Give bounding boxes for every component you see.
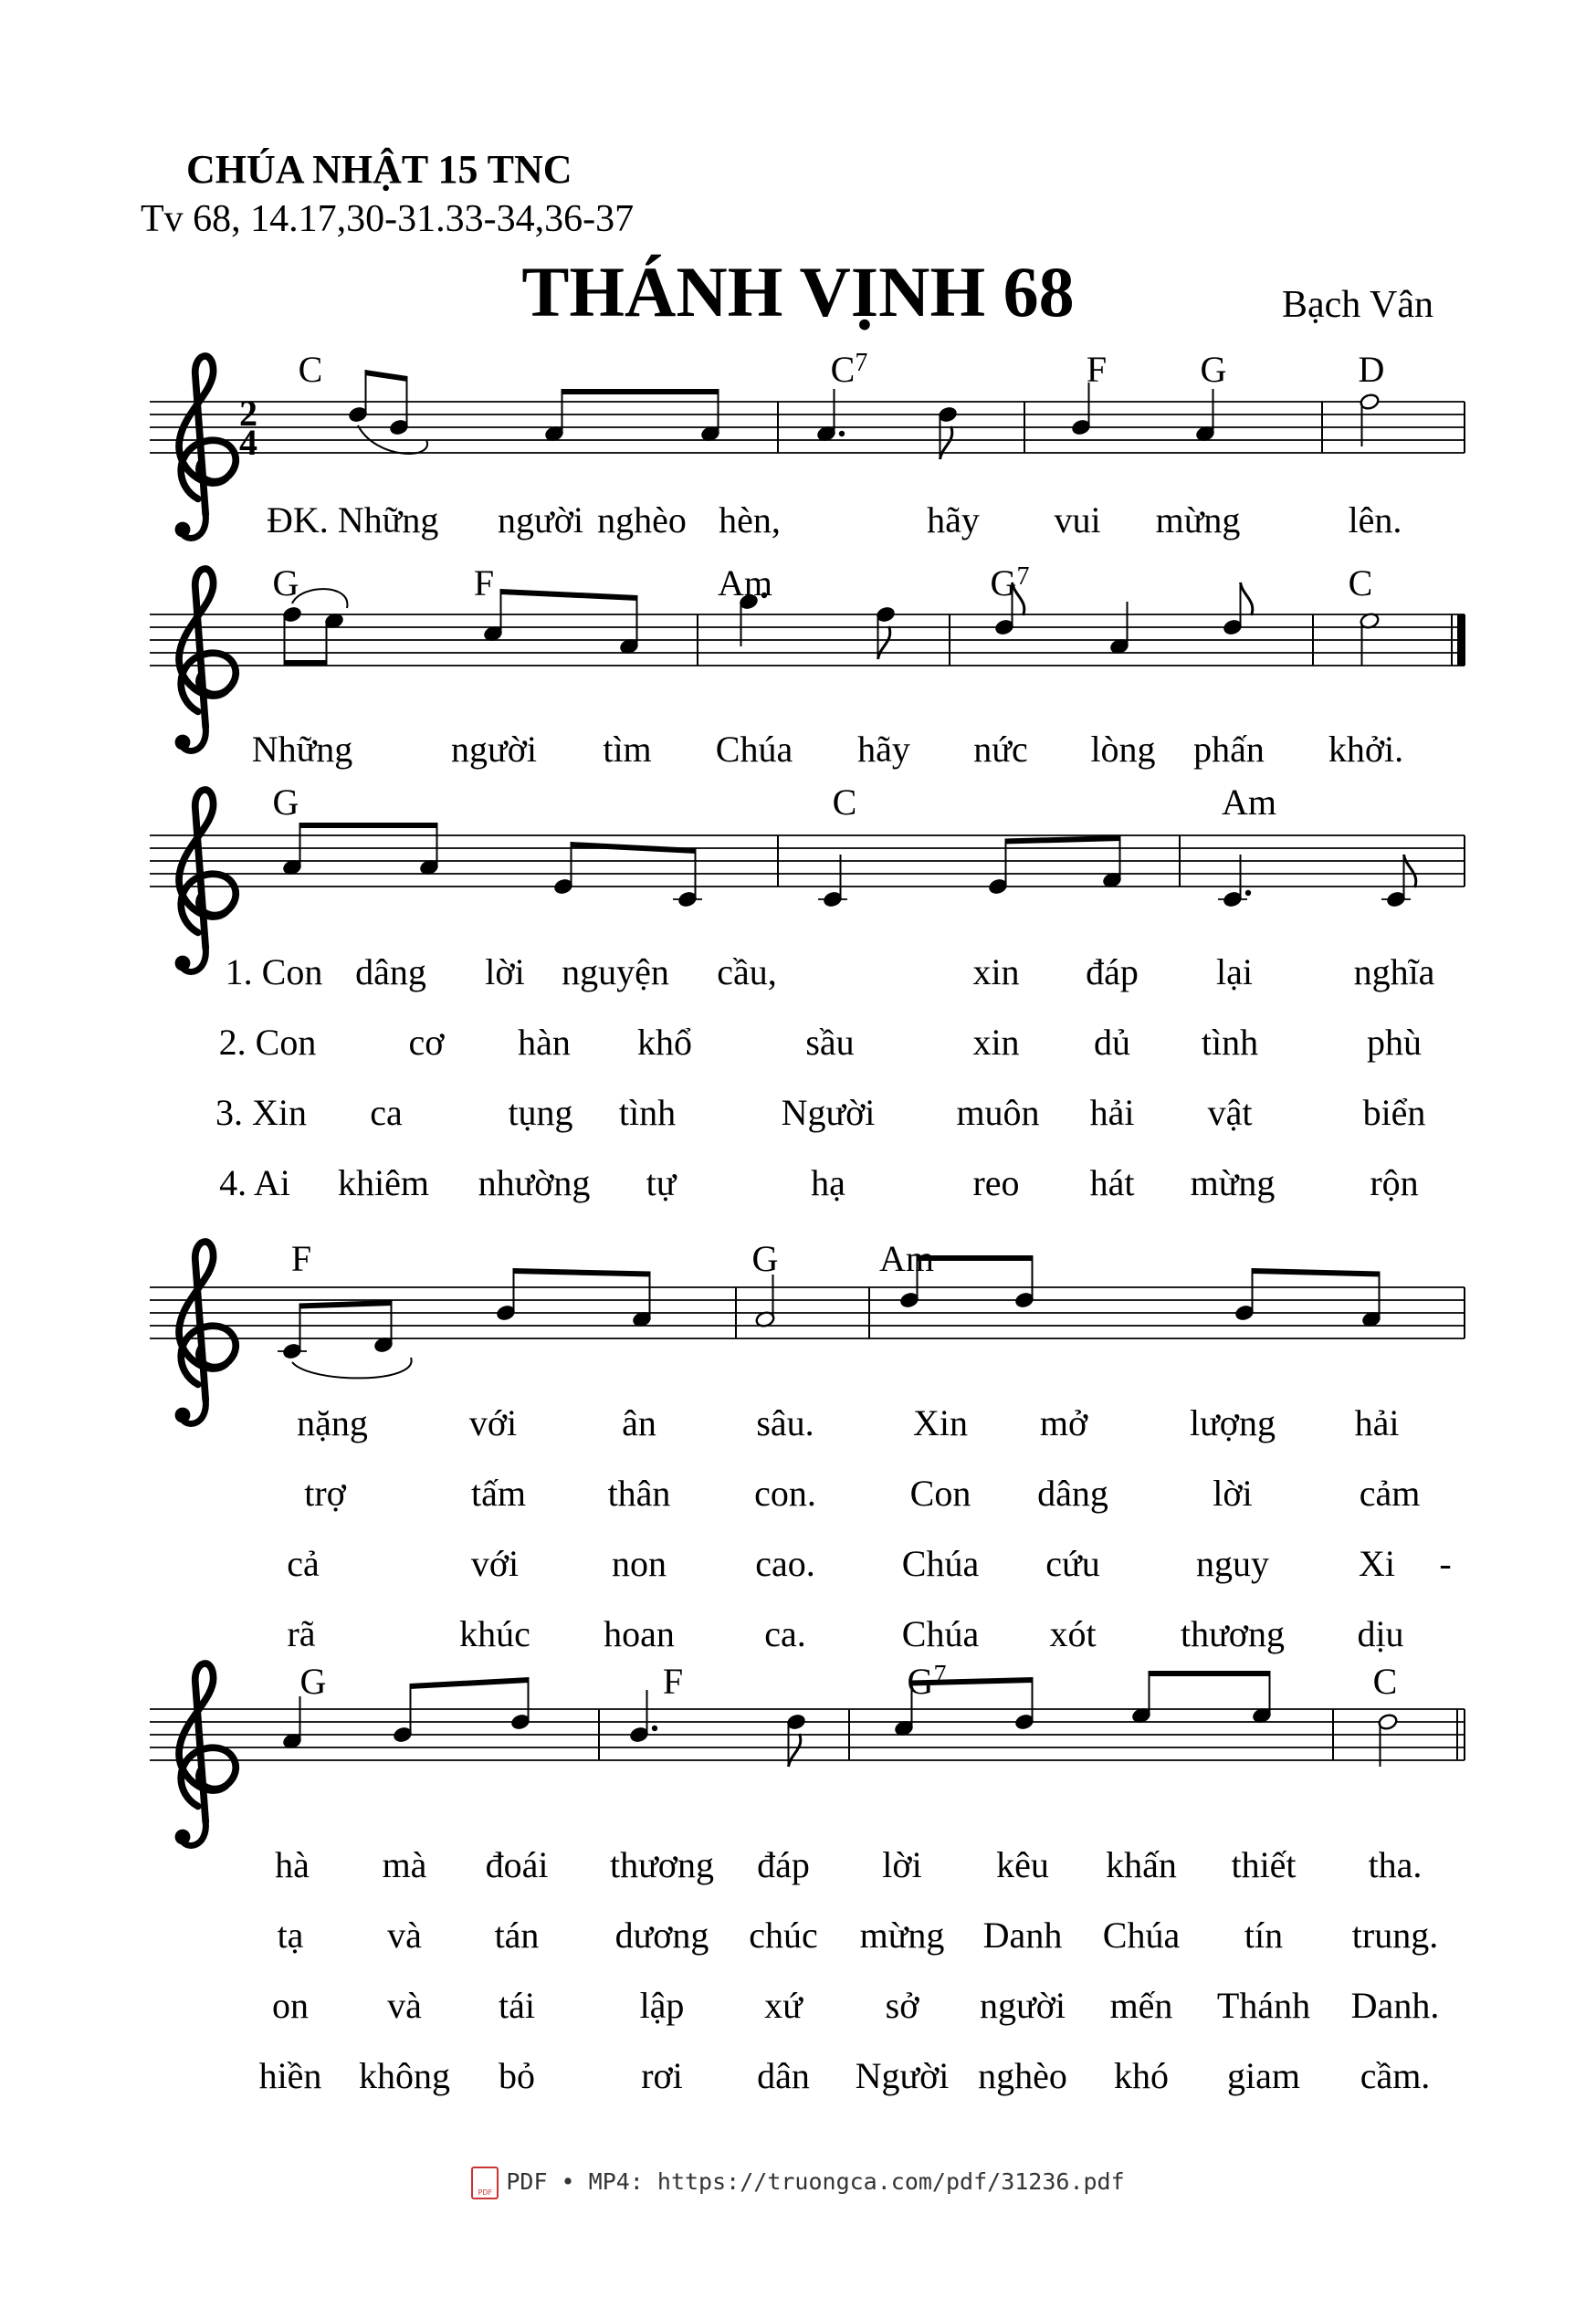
- lyric-syllable: cả: [287, 1543, 320, 1584]
- treble-clef-dot: [175, 1830, 191, 1845]
- chord-symbol: G: [272, 782, 299, 823]
- lyric-syllable: Chúa: [901, 1543, 980, 1584]
- lyric-syllable: thương: [1181, 1613, 1285, 1654]
- lyric-syllable: hà: [275, 1844, 310, 1885]
- lyric-syllable: lên.: [1348, 499, 1402, 540]
- lyric-syllable: hãy: [927, 499, 980, 540]
- treble-clef-stroke: [179, 790, 236, 948]
- composer-name: Bạch Vân: [1282, 284, 1434, 326]
- lyric-syllable: người: [980, 1985, 1066, 2026]
- lyric-syllable: ca.: [764, 1613, 806, 1654]
- lyric-syllable: lời: [485, 951, 525, 992]
- treble-clef-stroke: [179, 1242, 236, 1400]
- treble-clef-dot: [175, 522, 191, 538]
- chord-symbol: $G^7$: [990, 562, 1030, 603]
- lyric-syllable: Danh: [982, 1915, 1063, 1956]
- lyric-syllable: hải: [1354, 1402, 1400, 1443]
- slur: [292, 1358, 412, 1378]
- lyric-syllable: cầu,: [717, 951, 777, 992]
- lyric-syllable: trung.: [1351, 1915, 1439, 1956]
- lyric-syllable: với: [470, 1543, 520, 1584]
- note-beam: [500, 589, 638, 601]
- lyric-syllable: khấn: [1106, 1844, 1177, 1885]
- note-flag: [789, 1734, 801, 1767]
- lyric-syllable: lập: [639, 1985, 685, 2026]
- lyric-syllable: mà: [382, 1844, 427, 1885]
- lyric-syllable: đáp: [757, 1844, 810, 1885]
- lyric-syllable: phù: [1367, 1022, 1422, 1063]
- lyric-syllable: nghĩa: [1353, 951, 1435, 992]
- lyric-syllable: hát: [1089, 1162, 1135, 1203]
- lyric-syllable: với: [468, 1402, 518, 1443]
- lyric-syllable: người: [498, 499, 583, 540]
- treble-clef-icon: [175, 1242, 236, 1423]
- lyric-syllable: dủ: [1094, 1022, 1130, 1063]
- lyric-syllable: biển: [1362, 1092, 1426, 1133]
- lyric-syllable: thiết: [1231, 1844, 1297, 1885]
- footer-link[interactable]: [0, 2167, 1596, 2199]
- chord-symbol: F: [662, 1661, 684, 1702]
- lyric-syllable: 4. Ai: [219, 1162, 290, 1203]
- lyric-syllable: hiền: [258, 2055, 322, 2096]
- pdf-file-icon: [471, 2167, 499, 2199]
- lyric-syllable: tạ: [277, 1915, 304, 1956]
- lyric-syllable: khởi.: [1328, 729, 1404, 770]
- note-flag: [940, 426, 952, 459]
- note-beam: [513, 1268, 651, 1277]
- lyric-syllable: tha.: [1368, 1844, 1423, 1885]
- lyric-syllable: dương: [614, 1915, 709, 1956]
- lyric-syllable: và: [387, 1915, 422, 1956]
- lyric-syllable: nức: [973, 729, 1028, 770]
- footer-text[interactable]: PDF • MP4: https://truongca.com/pdf/31236.pdf: [506, 2168, 1125, 2195]
- note-beam: [1252, 1268, 1381, 1277]
- lyric-syllable: khó: [1114, 2055, 1169, 2096]
- note-beam: [410, 1677, 530, 1689]
- lyric-syllable: Chúa: [901, 1613, 980, 1654]
- lyric-syllable: Chúa: [715, 729, 793, 770]
- lyric-syllable: mừng: [1155, 499, 1241, 540]
- lyric-syllable: con.: [754, 1473, 816, 1514]
- lyric-syllable: sâu.: [756, 1402, 814, 1443]
- note-beam: [299, 1300, 393, 1309]
- lyric-syllable: cầm.: [1360, 2055, 1431, 2096]
- chord-symbol: F: [1086, 349, 1108, 390]
- chord-symbol: G: [751, 1238, 779, 1279]
- lyric-syllable: hãy: [857, 729, 910, 770]
- lyric-syllable: người: [451, 729, 537, 770]
- lyric-syllable: mừng: [1190, 1162, 1276, 1203]
- lyric-syllable: tình: [618, 1092, 677, 1133]
- treble-clef-stroke: [179, 356, 236, 514]
- note-beam: [571, 842, 697, 854]
- chord-symbol: G: [1200, 349, 1227, 390]
- lyric-syllable: Danh.: [1350, 1985, 1440, 2026]
- lyric-syllable: lòng: [1090, 729, 1156, 770]
- lyric-syllable: cứu: [1045, 1543, 1100, 1584]
- lyric-syllable: đáp: [1086, 951, 1139, 992]
- staff-system: [150, 569, 1465, 770]
- lyric-syllable: hạ: [811, 1162, 845, 1203]
- treble-clef-icon: [175, 790, 236, 971]
- lyric-syllable: nguyện: [562, 951, 669, 992]
- lyric-syllable: khúc: [459, 1613, 530, 1654]
- lyric-syllable: giam: [1227, 2055, 1300, 2096]
- lyric-syllable: nhường: [478, 1162, 591, 1203]
- lyric-syllable: và: [387, 1985, 422, 2026]
- lyric-syllable: trợ: [304, 1473, 346, 1514]
- treble-clef-dot: [175, 1408, 191, 1423]
- lyric-syllable: sầu: [805, 1022, 855, 1063]
- note-flag: [1404, 855, 1416, 887]
- lyric-syllable: tìm: [603, 729, 652, 770]
- lyric-syllable: xứ: [764, 1985, 803, 2026]
- lyric-syllable: rộn: [1370, 1162, 1419, 1203]
- staff-system: [150, 790, 1465, 1203]
- lyric-syllable: xin: [972, 951, 1020, 992]
- lyric-syllable: cao.: [755, 1543, 815, 1584]
- lyric-syllable: lời: [882, 1844, 922, 1885]
- treble-clef-icon: [175, 356, 236, 538]
- lyric-syllable: ĐK. Những: [267, 499, 439, 540]
- chord-symbol: F: [290, 1238, 312, 1279]
- dot: [1245, 890, 1251, 896]
- lyric-syllable: hải: [1089, 1092, 1135, 1133]
- lyric-syllable: sở: [885, 1985, 919, 2026]
- lyric-syllable: Người: [781, 1092, 876, 1133]
- lyric-syllable: 2. Con: [218, 1022, 317, 1063]
- note-beam: [365, 370, 408, 382]
- lyric-syllable: Những: [251, 729, 353, 770]
- chord-symbol: Am: [879, 1238, 934, 1279]
- lyric-syllable: cảm: [1359, 1473, 1421, 1514]
- note-beam: [1149, 1671, 1271, 1676]
- lyric-syllable: rơi: [641, 2055, 683, 2096]
- lyric-syllable: 1. Con: [225, 951, 323, 992]
- lyric-syllable: vật: [1207, 1092, 1253, 1133]
- dot: [652, 1726, 657, 1731]
- chord-symbol: Am: [1222, 782, 1276, 823]
- final-barline: [1457, 614, 1465, 666]
- note-flag: [878, 626, 890, 659]
- lyric-syllable: kêu: [996, 1844, 1049, 1885]
- slur: [292, 589, 347, 608]
- lyric-syllable: hèn,: [719, 499, 781, 540]
- note-beam: [284, 660, 328, 666]
- lyric-syllable: không: [359, 2055, 450, 2096]
- lyric-syllable: khổ: [637, 1022, 692, 1063]
- lyric-syllable: reo: [972, 1162, 1020, 1203]
- treble-clef-stroke: [179, 569, 236, 727]
- lyric-syllable: tái: [499, 1985, 535, 2026]
- lyric-syllable: xin: [972, 1022, 1020, 1063]
- lyric-syllable: non: [612, 1543, 667, 1584]
- lyric-syllable: -: [1439, 1543, 1452, 1584]
- treble-clef-dot: [175, 956, 191, 971]
- chord-symbol: F: [473, 562, 495, 603]
- lyric-syllable: ân: [622, 1402, 656, 1443]
- lyric-syllable: cơ: [408, 1022, 445, 1063]
- lyric-syllable: Người: [855, 2055, 950, 2096]
- staff-system: [150, 356, 1465, 540]
- chord-symbol: $G^7$: [907, 1661, 947, 1702]
- lyric-syllable: vui: [1054, 499, 1101, 540]
- lyric-syllable: dâng: [1037, 1473, 1108, 1514]
- chord-symbol: G: [299, 1661, 327, 1702]
- lyric-syllable: hàn: [518, 1022, 571, 1063]
- lyric-syllable: tình: [1201, 1022, 1259, 1063]
- lyric-syllable: tán: [494, 1915, 540, 1956]
- chord-symbol: D: [1358, 349, 1385, 390]
- lyric-syllable: tấm: [471, 1473, 526, 1514]
- lyric-syllable: Xin: [913, 1402, 968, 1443]
- lyric-syllable: muôn: [956, 1092, 1040, 1133]
- treble-clef-icon: [175, 569, 236, 750]
- lyric-syllable: đoái: [485, 1844, 549, 1885]
- lyric-syllable: nguy: [1196, 1543, 1269, 1584]
- lyric-syllable: mến: [1109, 1985, 1173, 2026]
- lyric-syllable: on: [272, 1985, 309, 2026]
- lyric-syllable: bỏ: [499, 2055, 535, 2096]
- chord-symbol: C: [1348, 562, 1373, 603]
- page-title: THÁNH VỊNH 68: [521, 252, 1075, 331]
- time-signature-top: 2: [239, 393, 257, 434]
- chord-symbol: C: [1372, 1661, 1398, 1702]
- lyric-syllable: nghèo: [978, 2055, 1067, 2096]
- lyric-syllable: xót: [1049, 1613, 1097, 1654]
- lyric-syllable: tự: [646, 1162, 677, 1203]
- lyric-syllable: khiêm: [338, 1162, 429, 1203]
- lyric-syllable: ca: [370, 1092, 403, 1133]
- lyric-syllable: thân: [607, 1473, 671, 1514]
- lyric-syllable: tín: [1244, 1915, 1284, 1956]
- treble-clef-dot: [175, 735, 191, 750]
- lyric-syllable: 3. Xin: [215, 1092, 307, 1133]
- note-beam: [299, 823, 438, 828]
- lyric-syllable: dân: [757, 2055, 810, 2096]
- staff-system: [150, 1242, 1465, 1654]
- dot: [839, 431, 845, 436]
- chord-symbol: $C^7$: [830, 349, 868, 390]
- lyric-syllable: nghèo: [597, 499, 687, 540]
- lyric-syllable: Xi: [1359, 1543, 1395, 1584]
- lyric-syllable: phấn: [1193, 729, 1265, 770]
- lyric-syllable: dâng: [355, 951, 426, 992]
- lyric-syllable: chúc: [749, 1915, 818, 1956]
- chord-symbol: Am: [718, 562, 772, 603]
- treble-clef-icon: [175, 1663, 236, 1845]
- chord-symbol: G: [272, 562, 299, 603]
- psalm-reference: Tv 68, 14.17,30-31.33-34,36-37: [141, 198, 635, 240]
- lyric-syllable: tụng: [508, 1092, 573, 1133]
- lyric-syllable: thương: [610, 1844, 714, 1885]
- note-beam: [1005, 835, 1121, 845]
- note-beam: [562, 389, 719, 394]
- occasion-heading: CHÚA NHẬT 15 TNC: [186, 147, 572, 192]
- lyric-syllable: dịu: [1357, 1613, 1404, 1654]
- lyric-syllable: Con: [909, 1473, 971, 1514]
- lyric-syllable: lượng: [1190, 1402, 1276, 1443]
- treble-clef-stroke: [179, 1663, 236, 1821]
- staff-system: [150, 1663, 1465, 2096]
- lyric-syllable: mở: [1039, 1402, 1088, 1443]
- lyric-syllable: mừng: [859, 1915, 945, 1956]
- lyric-syllable: nặng: [297, 1402, 368, 1443]
- lyric-syllable: hoan: [604, 1613, 675, 1654]
- chord-symbol: C: [298, 349, 323, 390]
- lyric-syllable: lại: [1216, 951, 1253, 992]
- note-flag: [1241, 582, 1253, 615]
- chord-symbol: C: [832, 782, 857, 823]
- lyric-syllable: rã: [287, 1613, 316, 1654]
- lyric-syllable: lời: [1213, 1473, 1253, 1514]
- lyric-syllable: Chúa: [1102, 1915, 1181, 1956]
- time-signature-bottom: 4: [239, 422, 257, 463]
- lyric-syllable: Thánh: [1216, 1985, 1311, 2026]
